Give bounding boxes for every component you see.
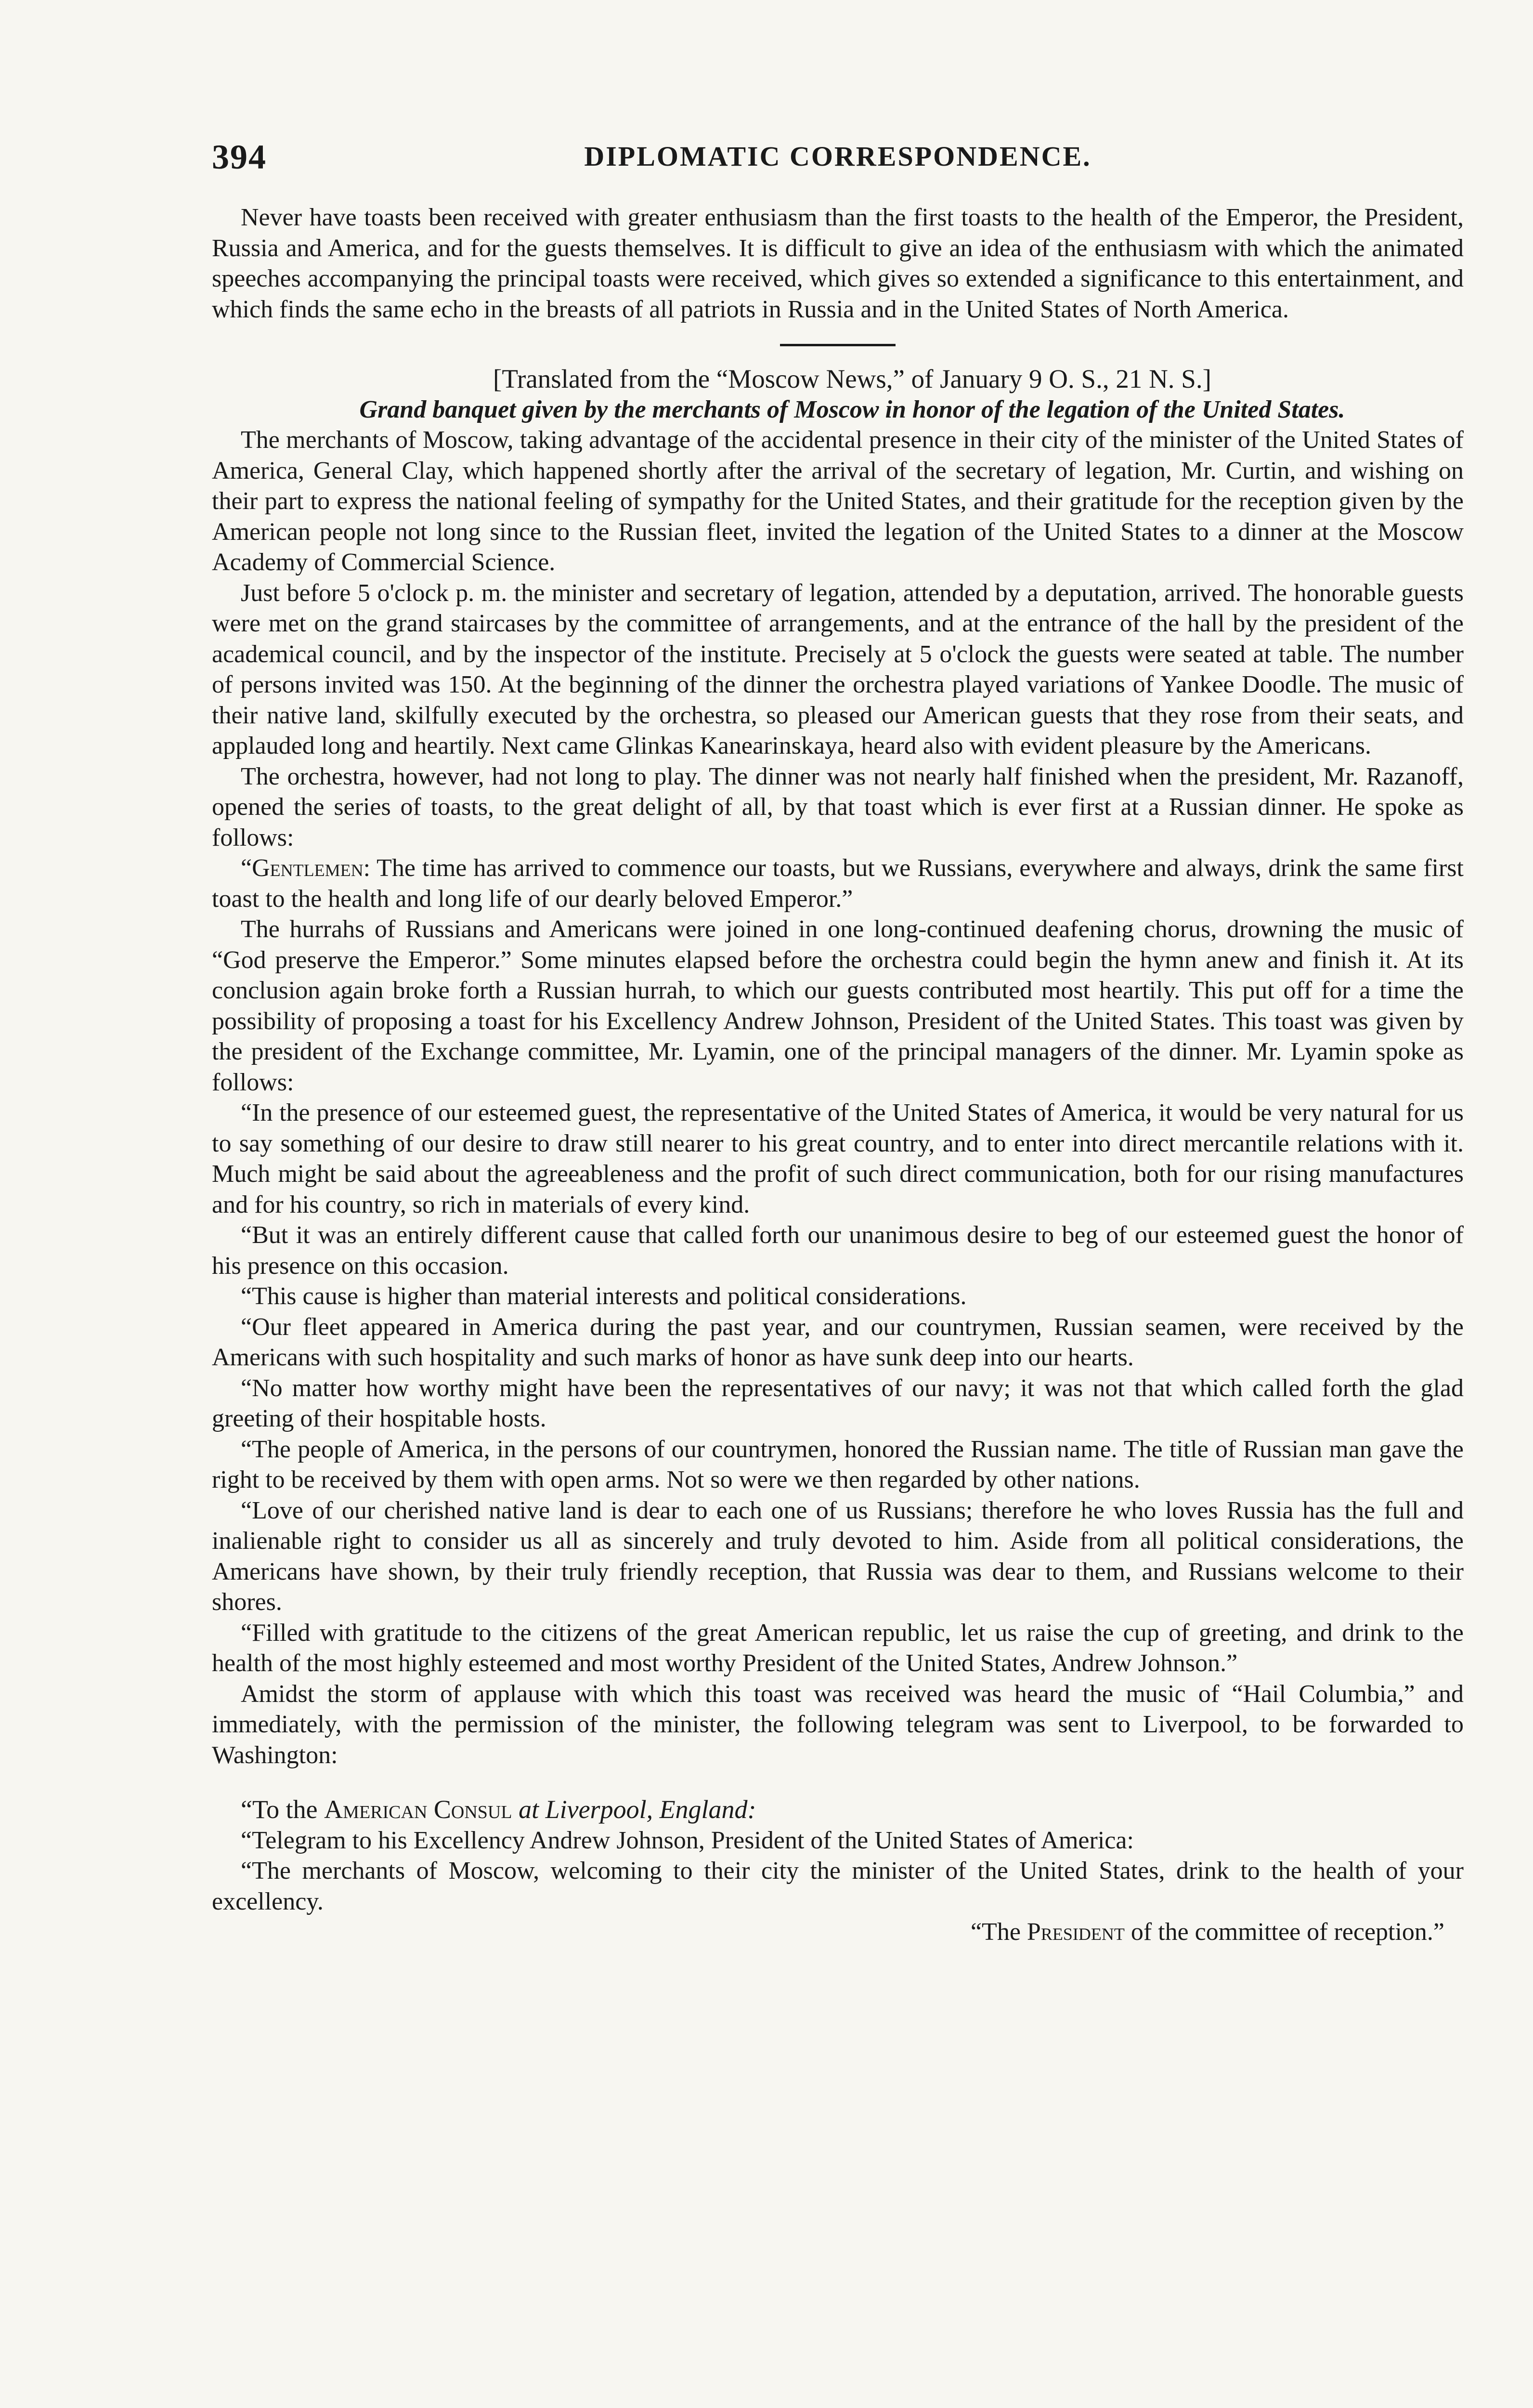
paragraph: “Filled with gratitude to the citizens of the great American republic, let us raise the cup of greeting, and drink to the health of the most highly esteemed and most worthy President of the United States, Andrew Johnson.” xyxy=(212,1619,1464,1677)
paragraph: “Telegram to his Excellency Andrew Johnson, President of the United States of America: xyxy=(241,1826,1134,1854)
paragraph: “This cause is higher than material interests and political considerations. xyxy=(241,1283,967,1310)
section-rule xyxy=(780,344,896,346)
document-body xyxy=(212,202,1464,1948)
address-place: at Liverpool, England: xyxy=(512,1795,756,1824)
salutation: “Gentlemen: xyxy=(241,854,371,882)
paragraph: The orchestra, however, had not long to play. The dinner was not nearly half finished when the president, Mr. Razanoff, opened the series of toasts, to the great delight of all, by that toast which is ever first at a Russian dinner. He spoke as follows: xyxy=(212,762,1464,851)
paragraph: “The merchants of Moscow, welcoming to their city the minister of the United States, drink to the health of your excellency. xyxy=(212,1857,1464,1915)
paragraph: The merchants of Moscow, taking advantage of the accidental presence in their city of the minister of the United States of America, General Clay, which happened shortly after the arrival of the secretary of legation, Mr. Curtin, and wishing on their part to express the national feeling of sympathy for the United States, and their gratitude for the reception given by the American people not long since to the Russian fleet, invited the legation of the United States to a dinner at the Moscow Academy of Commercial Science. xyxy=(212,426,1464,576)
signature-prefix: “The xyxy=(970,1918,1027,1946)
paragraph: Amidst the storm of applause with which this toast was received was heard the music of “Hail Columbia,” and immediately, with the permission of the minister, the following telegram was sent to Liverpool, to be forwarded to Washington: xyxy=(212,1680,1464,1769)
paragraph: “In the presence of our esteemed guest, the representative of the United States of America, it would be very natural for us to say something of our desire to draw still nearer to his great country, and to enter into direct mercantile relations with it. Much might be said about the agreeableness and the profit of such direct communication, both for our rising manufactures and for his country, so rich in materials of every kind. xyxy=(212,1099,1464,1218)
paragraph: Never have toasts been received with greater enthusiasm than the first toasts to the health of the Emperor, the President, Russia and America, and for the guests themselves. It is difficult to give an idea of the enthusiasm with which the animated speeches accompanying the principal toasts were received, which gives so extended a significance to this entertainment, and which finds the same echo in the breasts of all patriots in Russia and in the United States of North America. xyxy=(212,204,1464,323)
page-header xyxy=(212,137,1464,181)
signature-suffix: of the committee of reception.” xyxy=(1124,1918,1444,1946)
paragraph: “But it was an entirely different cause that called forth our unanimous desire to beg of our esteemed guest the honor of his presence on this occasion. xyxy=(212,1221,1464,1280)
page-number: 394 xyxy=(212,138,267,176)
paragraph: “The people of America, in the persons of our countrymen, honored the Russian name. The title of Russian man gave the right to be received by them with open arms. Not so were we then regarded by other nations. xyxy=(212,1435,1464,1493)
article-title: Grand banquet given by the merchants of Moscow in honor of the legation of the United States. xyxy=(359,395,1345,423)
paragraph xyxy=(212,853,1464,914)
signature-line xyxy=(212,1917,1444,1948)
signature-title: President xyxy=(1026,1918,1125,1946)
paragraph: The hurrahs of Russians and Americans were joined in one long-continued deafening chorus, drowning the music of “God preserve the Emperor.” Some minutes elapsed before the orchestra could begin the hymn anew and finish it. At its conclusion again broke forth a Russian hurrah, to which our guests contributed most heartily. This put off for a time the possibility of proposing a toast for his Excellency Andrew Johnson, President of the United States. This toast was given by the president of the Exchange committee, Mr. Lyamin, one of the principal managers of the dinner. Mr. Lyamin spoke as follows: xyxy=(212,916,1464,1096)
paragraph: Just before 5 o'clock p. m. the minister and secretary of legation, attended by a deputation, arrived. The honorable guests were met on the grand staircases by the committee of arrangements, and at the entrance of the hall by the president of the academical council, and by the inspector of the institute. Precisely at 5 o'clock the guests were seated at table. The number of persons invited was 150. At the beginning of the dinner the orchestra played variations of Yankee Doodle. The music of their native land, skilfully executed by the orchestra, so pleased our American guests that they rose from their seats, and applauded long and heartily. Next came Glinkas Kanearinskaya, heard also with evident pleasure by the Americans. xyxy=(212,579,1464,759)
running-head: DIPLOMATIC CORRESPONDENCE. xyxy=(584,141,1091,172)
translation-heading: [Translated from the “Moscow News,” of January 9 O. S., 21 N. S.] xyxy=(493,364,1211,393)
paragraph-text: The time has arrived to commence our toasts, but we Russians, everywhere and always, drink the same first toast to the health and long life of our dearly beloved Emperor.” xyxy=(212,854,1464,913)
paragraph: “Our fleet appeared in America during the past year, and our countrymen, Russian seamen, were received by the Americans with such hospitality and such marks of honor as have sunk deep into our hearts. xyxy=(212,1313,1464,1371)
address-title: American Consul xyxy=(324,1795,512,1824)
paragraph: “No matter how worthy might have been the representatives of our navy; it was not that which called forth the glad greeting of their hospitable hosts. xyxy=(212,1374,1464,1432)
telegram-address xyxy=(212,1794,1464,1825)
address-prefix: “To the xyxy=(241,1795,325,1824)
paragraph: “Love of our cherished native land is dear to each one of us Russians; therefore he who loves Russia has the full and inalienable right to consider us all as sincerely and truly devoted to him. Aside from all political considerations, the Americans have shown, by their truly friendly reception, that Russia was dear to them, and Russians welcome to their shores. xyxy=(212,1496,1464,1616)
